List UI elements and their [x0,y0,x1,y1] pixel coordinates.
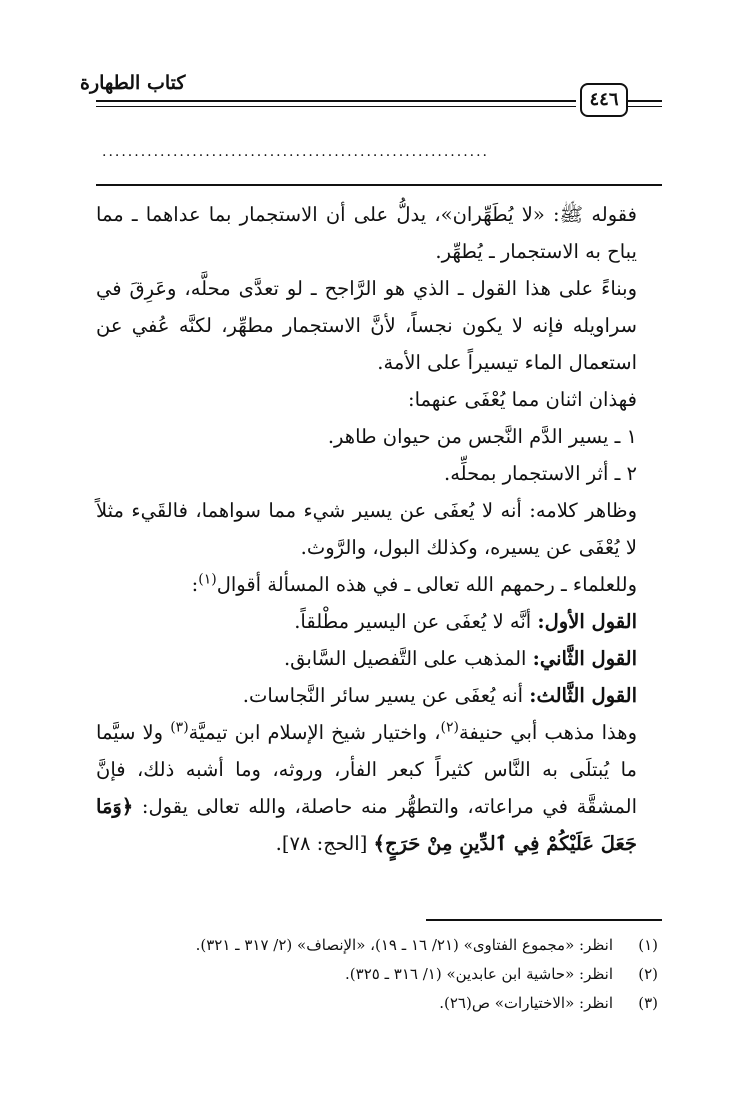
header-rule-left-thin [96,106,576,107]
quran-quote: ﴿وَمَا جَعَلَ عَلَيْكُمْ فِي ٱلدِّينِ مِنْ حَرَجٍ﴾ [96,795,637,855]
paragraph-text: وهذا مذهب أبي حنيفة [458,721,637,744]
header-rule-right-thin [628,106,662,107]
opinion-label: القول الثَّاني: [532,647,637,670]
opinion-label: القول الثَّالث: [529,684,637,707]
footnote-ref[interactable]: (٢) [440,719,459,736]
footnote-text: انظر: «حاشية ابن عابدين» (١/ ٣١٦ ـ ٣٢٥). [345,965,613,983]
footnotes [96,931,658,1018]
footnote [96,989,658,1018]
opinion-text: المذهب على التَّفصيل السَّابق. [283,647,533,670]
opinion [96,603,662,640]
footnote-ref[interactable]: (١) [198,571,217,588]
footnote-number: (١) [638,936,658,954]
footnote-number: (٢) [638,965,658,983]
section-divider [96,184,662,186]
list-item: ١ ـ يسير الدَّم النَّجس من حيوان طاهر. [327,425,637,448]
running-header-title: كتاب الطهارة [80,72,186,94]
opinion-text: أنَّه لا يُعفَى عن اليسير مطْلقاً. [294,610,538,633]
list-item: ٢ ـ أثر الاستجمار بمحلِّه. [444,462,637,485]
paragraph: فقوله ﷺ: «لا يُطَهِّران»، يدلُّ على أن الاستجمار بما عداهما ـ مما يباح به الاستجمار ـ يُطهِّر. [96,203,637,263]
opinion [96,640,662,677]
paragraph-text: ، واختيار شيخ الإسلام ابن تيميَّة [188,721,441,744]
footnote-text: انظر: «مجموع الفتاوى» (٢١/ ١٦ ـ ١٩)، «الإنصاف» (٢/ ٣١٧ ـ ٣٢١). [195,936,613,954]
paragraph-text: : [191,573,199,596]
opinion-text: أنه يُعفَى عن يسير سائر النَّجاسات. [242,684,530,707]
quran-reference: [الحج: ٧٨]. [275,832,374,855]
main-text [96,196,662,862]
footnote [96,960,658,989]
paragraph: فهذان اثنان مما يُعْفَى عنهما: [408,388,637,411]
paragraph: وبناءً على هذا القول ـ الذي هو الرَّاجح ـ لو تعدَّى محلَّه، وعَرِقَ في سراويله فإنه لا يكون نجساً، لأنَّ الاستجمار مطهِّر، لكنَّه عُفي عن استعمال الماء تيسيراً على الأمة. [96,277,637,374]
paragraph-text: وللعلماء ـ رحمهم الله تعالى ـ في هذه المسألة أقوال [216,573,637,596]
footnote-rule [426,919,662,921]
page-number: ٤٤٦ [580,83,628,117]
paragraph [96,714,662,862]
paragraph-text: ولا سيَّما ما يُبتلَى به النَّاس كثيراً كبعر الفأر، وروثه، وما أشبه ذلك، فإنَّ المشقَّة في مراعاته، والتطهُّر منه حاصلة، والله تعالى يقول: [96,721,637,818]
paragraph: وظاهر كلامه: أنه لا يُعفَى عن يسير شيء مما سواهما، فالقَيء مثلاً لا يُعْفَى عن يسيره، وكذلك البول، والرَّوث. [96,499,637,559]
footnote-number: (٣) [638,994,658,1012]
footnote-ref[interactable]: (٣) [170,719,189,736]
opinion [96,677,662,714]
header-rule-left [96,100,576,102]
paragraph [96,566,662,603]
footnote-text: انظر: «الاختيارات» ص(٢٦). [439,994,613,1012]
footnote [96,931,658,960]
header-rule-right [628,100,662,102]
opinion-label: القول الأول: [537,610,637,633]
continuation-dots: ............................................................ [102,144,490,160]
